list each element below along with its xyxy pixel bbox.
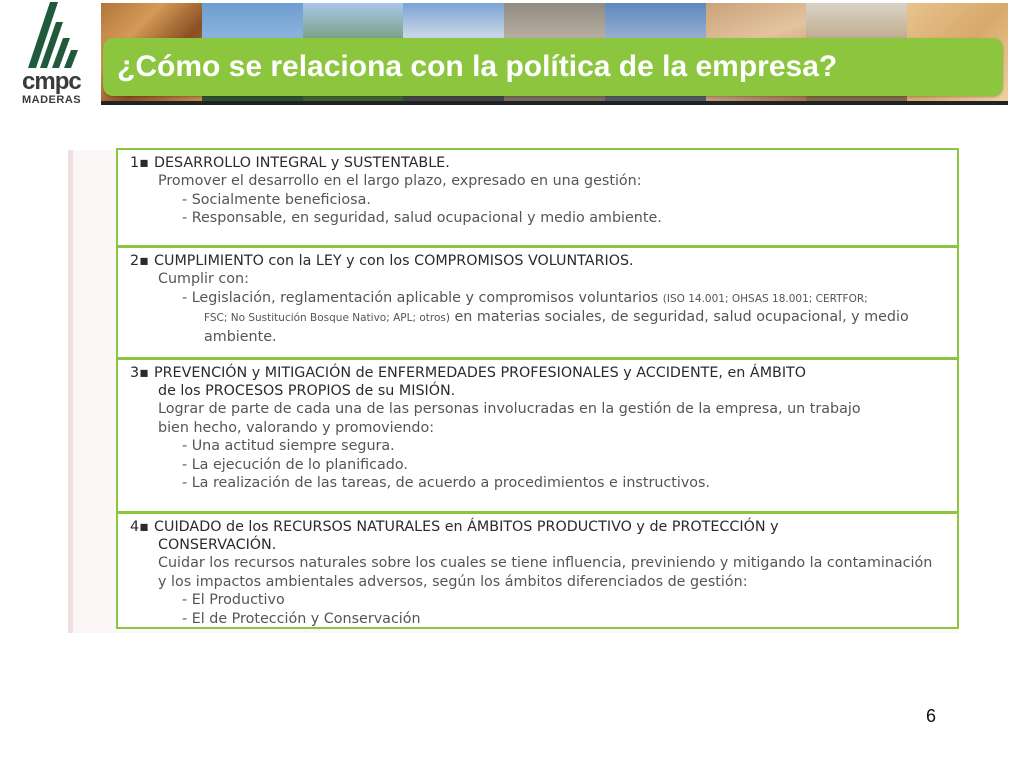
policy-item-description: bien hecho, valorando y promoviendo: bbox=[158, 419, 435, 436]
bullet-small-text: FSC; No Sustitución Bosque Nativo; APL; otros) bbox=[204, 312, 450, 325]
policy-item-bullet-cont: ambiente. bbox=[204, 328, 277, 345]
policy-item-bullet: - La ejecución de lo planificado. bbox=[182, 456, 408, 473]
policy-item-bullet: - Una actitud siempre segura. bbox=[182, 438, 395, 455]
policy-item-description: Cumplir con: bbox=[158, 271, 249, 287]
policy-item-heading bbox=[130, 154, 949, 172]
cmpc-maderas-logo bbox=[18, 2, 90, 106]
policy-item-heading bbox=[130, 252, 949, 270]
bullet-text: - Legislación, reglamentación aplicable y compromisos voluntarios bbox=[182, 289, 659, 306]
policy-item-4 bbox=[118, 514, 957, 627]
policy-item-bullet: - El Productivo bbox=[182, 592, 285, 609]
heading-text: CUMPLIMIENTO con la LEY y con los COMPROMISOS VOLUNTARIOS. bbox=[154, 253, 634, 269]
policy-item-bullet: - Socialmente beneficiosa. bbox=[182, 191, 371, 208]
policy-item-description: Cuidar los recursos naturales sobre los cuales se tiene influencia, previniendo y mitigando la contaminación bbox=[158, 555, 933, 571]
tree-logo-icon bbox=[26, 2, 88, 68]
number-text: 2 bbox=[130, 253, 140, 269]
heading-text: PREVENCIÓN y MITIGACIÓN de ENFERMEDADES PROFESIONALES y ACCIDENTE, en ÁMBITO bbox=[154, 365, 807, 381]
policy-item-heading bbox=[130, 364, 949, 382]
policy-item-description: Lograr de parte de cada una de las personas involucradas en la gestión de la empresa, un trabajo bbox=[158, 401, 861, 417]
policy-item-heading bbox=[130, 518, 949, 536]
policy-item-description: y los impactos ambientales adversos, según los ámbitos diferenciados de gestión: bbox=[158, 573, 748, 590]
policy-table bbox=[116, 148, 959, 629]
policy-item-heading-cont: CONSERVACIÓN. bbox=[158, 537, 277, 553]
policy-item-description: Promover el desarrollo en el largo plazo, expresado en una gestión: bbox=[158, 173, 642, 189]
page-number: 6 bbox=[926, 706, 937, 726]
policy-item-number: 1▪ bbox=[130, 155, 149, 171]
policy-item-bullet: - El de Protección y Conservación bbox=[182, 610, 421, 627]
policy-item-heading-cont: de los PROCESOS PROPIOS de su MISIÓN. bbox=[158, 383, 456, 399]
title-bar bbox=[103, 38, 1003, 96]
number-text: 4 bbox=[130, 519, 140, 535]
heading-text: DESARROLLO INTEGRAL y SUSTENTABLE. bbox=[154, 155, 450, 171]
heading-text: CUIDADO de los RECURSOS NATURALES en ÁMBITOS PRODUCTIVO y de PROTECCIÓN y bbox=[154, 519, 779, 535]
policy-item-bullet: - Responsable, en seguridad, salud ocupacional y medio ambiente. bbox=[182, 210, 662, 227]
policy-item-bullet bbox=[130, 289, 949, 309]
policy-item-number: 4▪ bbox=[130, 519, 149, 535]
policy-item-3 bbox=[118, 360, 957, 514]
logo-subtitle-text: MADERAS bbox=[22, 94, 82, 106]
policy-item-bullet-cont bbox=[130, 308, 949, 328]
policy-item-number: 2▪ bbox=[130, 253, 149, 269]
page-title: ¿Cómo se relaciona con la política de la empresa? bbox=[117, 50, 838, 83]
banner-base-line bbox=[101, 101, 1008, 105]
policy-item-bullet: - La realización de las tareas, de acuerdo a procedimientos e instructivos. bbox=[182, 475, 711, 492]
number-text: 1 bbox=[130, 155, 140, 171]
bullet-small-text: (ISO 14.001; OHSAS 18.001; CERTFOR; bbox=[662, 292, 868, 305]
policy-item-number: 3▪ bbox=[130, 365, 149, 381]
policy-item-1 bbox=[118, 150, 957, 248]
bullet-text: en materias sociales, de seguridad, salud ocupacional, y medio bbox=[454, 309, 909, 326]
logo-brand-text: cmpc bbox=[22, 68, 81, 95]
number-text: 3 bbox=[130, 365, 140, 381]
policy-item-2 bbox=[118, 248, 957, 360]
policy-scan-edge bbox=[68, 150, 73, 633]
